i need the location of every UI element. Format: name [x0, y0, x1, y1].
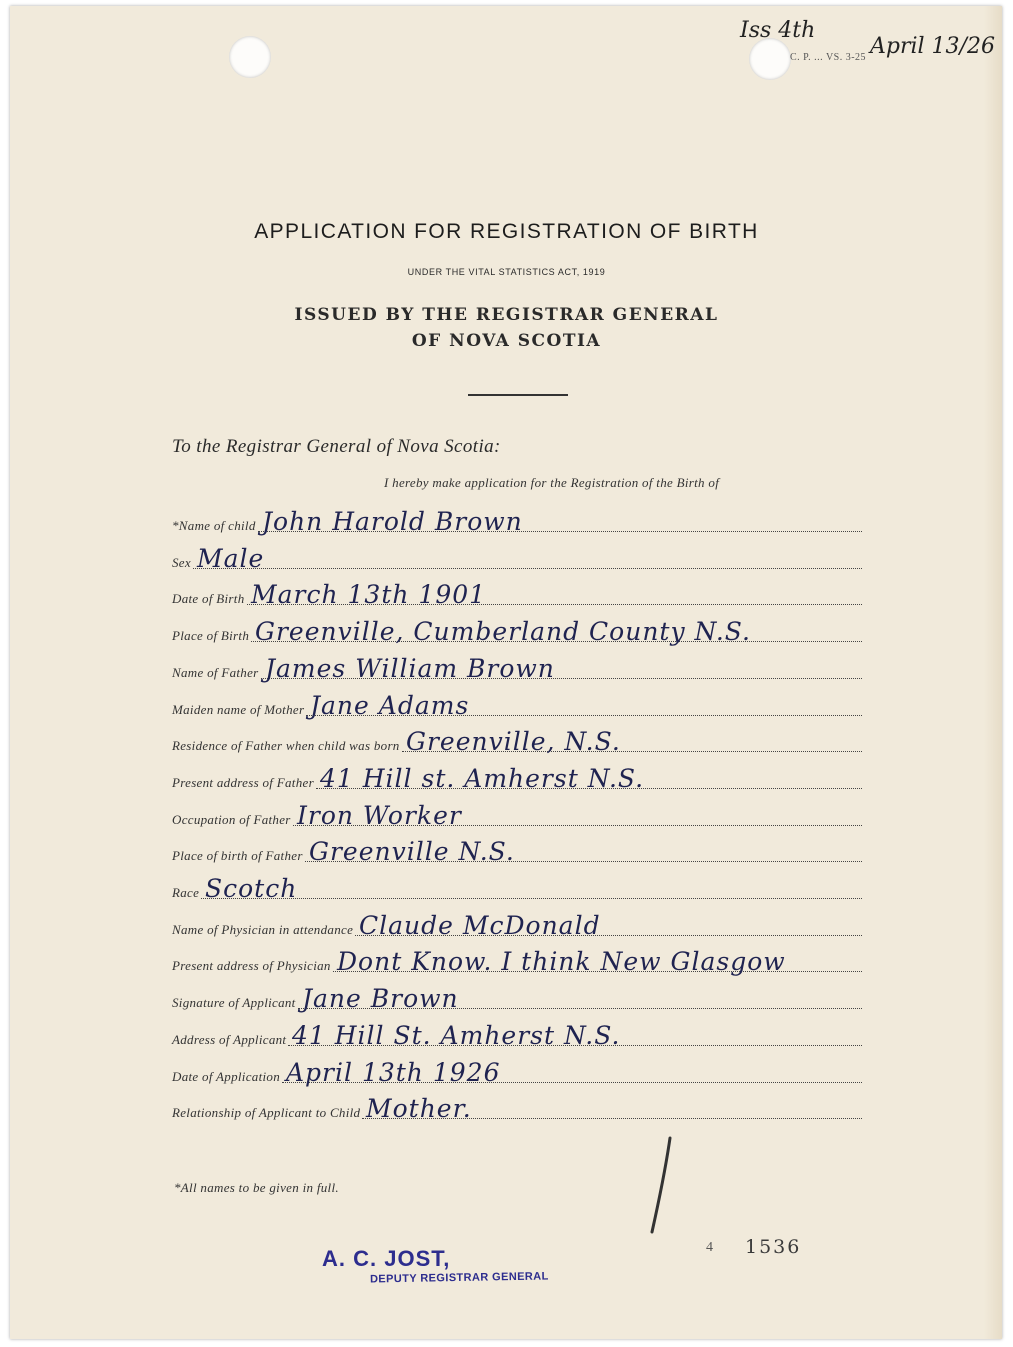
title-divider: [468, 394, 568, 396]
field-handwritten-value: Greenville, Cumberland County N.S.: [255, 617, 751, 647]
form-code: C. P. ... VS. 3-25: [790, 52, 867, 63]
field-label: Sex: [172, 554, 191, 570]
field-dotted-line: [201, 898, 862, 899]
field-label: *Name of child: [172, 518, 256, 533]
handwritten-note-issued: Iss 4th: [740, 18, 816, 43]
field-label: Name of Physician in attendance: [172, 921, 354, 937]
salutation: To the Registrar General of Nova Scotia:: [172, 436, 501, 457]
field-handwritten-value: Jane Brown: [302, 984, 459, 1014]
field-handwritten-value: Greenville, N.S.: [406, 727, 621, 757]
form-field-row: [172, 912, 862, 940]
field-handwritten-value: Claude McDonald: [359, 910, 601, 940]
field-label: Place of Birth: [172, 628, 250, 644]
field-handwritten-value: 41 Hill st. Amherst N.S.: [320, 763, 645, 793]
form-field-row: [172, 581, 862, 609]
punch-hole-left: [229, 36, 271, 78]
form-field-row: [172, 1022, 862, 1050]
form-field-row: [172, 1095, 862, 1123]
form-field-row: [172, 508, 862, 536]
stamp-registrar-name: A. C. JOST,: [322, 1246, 451, 1271]
form-field-row: [172, 838, 862, 866]
issuer-line-1: ISSUED BY THE REGISTRAR GENERAL: [294, 305, 719, 325]
form-field-row: [172, 618, 862, 646]
handwritten-note-date: April 13/26: [870, 34, 995, 59]
pencil-mark: [646, 1136, 676, 1236]
form-field-row: [172, 765, 862, 793]
field-handwritten-value: Greenville N.S.: [309, 837, 515, 867]
stamp-registrar-title: DEPUTY REGISTRAR GENERAL: [369, 1270, 549, 1286]
field-label: Signature of Applicant: [172, 995, 296, 1011]
form-field-row: [172, 692, 862, 720]
field-label: Residence of Father when child was born: [172, 738, 400, 754]
field-label: Address of Applicant: [172, 1031, 287, 1047]
form-field-row: [172, 985, 862, 1013]
field-dotted-line: [193, 568, 862, 569]
number-mark: 4: [706, 1240, 713, 1255]
field-handwritten-value: Iron Worker: [297, 800, 462, 830]
form-act-subtitle: UNDER THE VITAL STATISTICS ACT, 1919: [407, 267, 606, 277]
field-handwritten-value: Scotch: [205, 874, 298, 903]
field-label: Date of Birth: [172, 591, 245, 607]
form-field-row: [172, 655, 862, 683]
form-title: APPLICATION FOR REGISTRATION OF BIRTH: [254, 220, 759, 243]
field-handwritten-value: Dont Know. I think New Glasgow: [337, 947, 786, 977]
field-label: Race: [172, 885, 200, 900]
field-handwritten-value: James William Brown: [265, 653, 555, 683]
field-handwritten-value: Mother.: [366, 1094, 472, 1124]
field-label: Maiden name of Mother: [172, 701, 305, 717]
field-label: Present address of Father: [172, 774, 314, 790]
field-handwritten-value: April 13th 1926: [286, 1057, 501, 1087]
field-label: Relationship of Applicant to Child: [172, 1105, 361, 1121]
field-handwritten-value: Jane Adams: [310, 690, 470, 720]
footnote: *All names to be given in full.: [174, 1180, 339, 1195]
issuer-line-2: OF NOVA SCOTIA: [411, 331, 602, 351]
form-field-row: [172, 802, 862, 830]
field-label: Place of birth of Father: [172, 848, 303, 864]
field-label: Present address of Physician: [172, 958, 331, 974]
field-handwritten-value: 41 Hill St. Amherst N.S.: [292, 1020, 621, 1050]
punch-hole-right: [749, 38, 791, 80]
field-handwritten-value: John Harold Brown: [262, 507, 523, 536]
sheet-edge-shadow: [984, 6, 1002, 1339]
form-field-row: [172, 728, 862, 756]
field-label: Occupation of Father: [172, 811, 291, 827]
field-handwritten-value: Male: [197, 543, 265, 573]
form-field-row: [172, 875, 862, 903]
document-number: 1536: [745, 1236, 802, 1258]
form-field-row: [172, 545, 862, 573]
intro-statement: I hereby make application for the Registration of the Birth of: [384, 475, 720, 490]
field-handwritten-value: March 13th 1901: [251, 580, 487, 610]
form-field-row: [172, 1059, 862, 1087]
form-field-row: [172, 948, 862, 976]
field-label: Date of Application: [172, 1068, 281, 1084]
field-label: Name of Father: [172, 664, 259, 680]
